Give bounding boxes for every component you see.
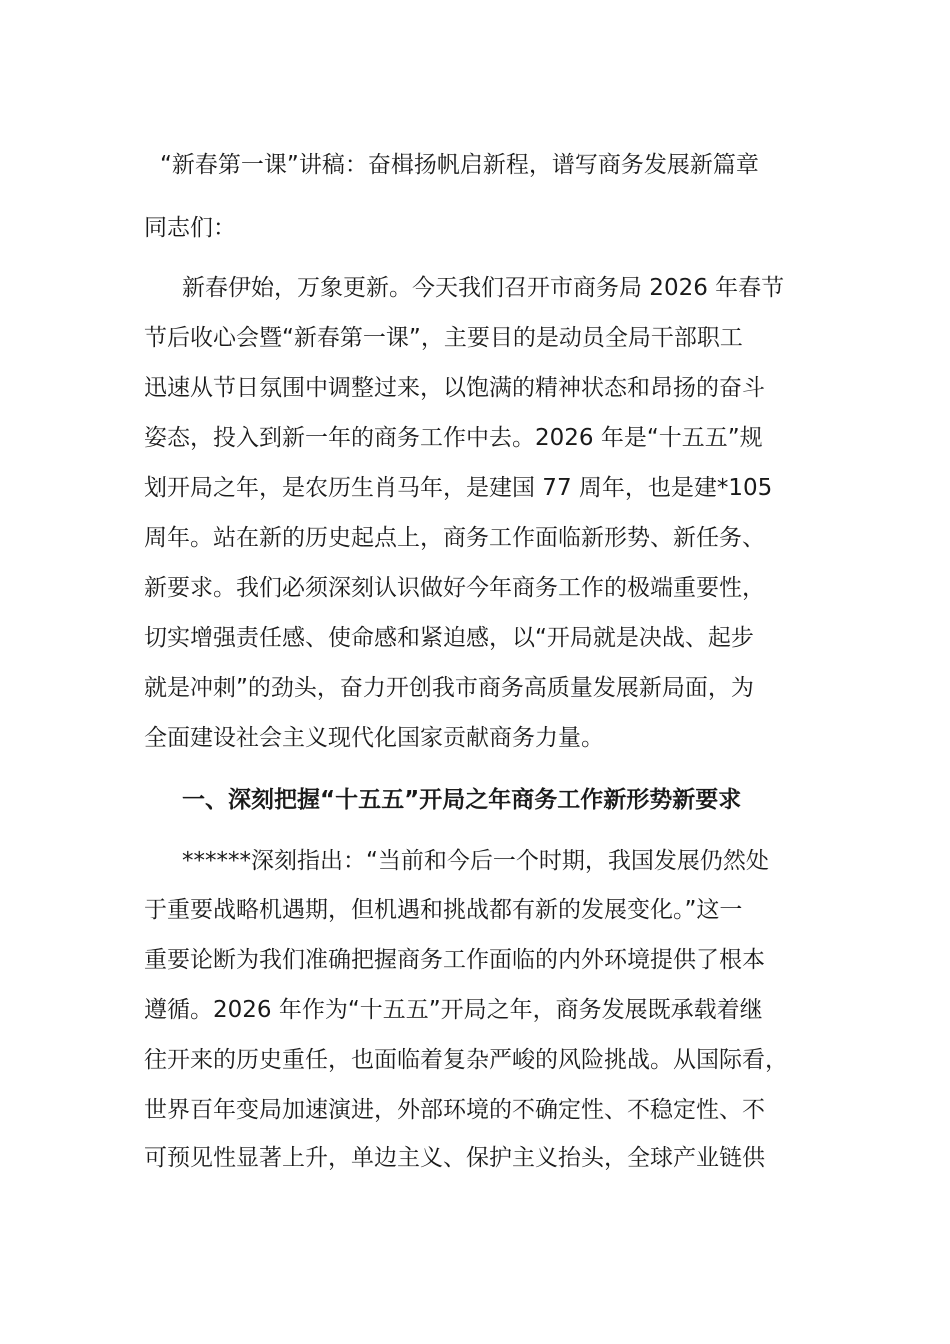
paragraph-1-line: 切实增强责任感、使命感和紧迫感，以“开局就是决战、起步 — [144, 625, 754, 651]
paragraph-2-line: 世界百年变局加速演进，外部环境的不确定性、不稳定性、不 — [144, 1097, 765, 1123]
paragraph-2-line: 重要论断为我们准确把握商务工作面临的内外环境提供了根本 — [144, 947, 765, 973]
paragraph-2-line: 往开来的历史重任，也面临着复杂严峻的风险挑战。从国际看， — [144, 1047, 788, 1073]
paragraph-1-line: 迅速从节日氛围中调整过来，以饱满的精神状态和昂扬的奋斗 — [144, 375, 765, 401]
paragraph-2-line: ******深刻指出：“当前和今后一个时期，我国发展仍然处 — [182, 848, 769, 874]
paragraph-1-line: 节后收心会暨“新春第一课”，主要目的是动员全局干部职工 — [144, 325, 743, 351]
salutation: 同志们： — [144, 215, 236, 241]
paragraph-2-line: 可预见性显著上升，单边主义、保护主义抬头，全球产业链供 — [144, 1145, 765, 1171]
section-1-heading: 一、深刻把握“十五五”开局之年商务工作新形势新要求 — [182, 787, 742, 813]
paragraph-1-line: 就是冲刺”的劲头，奋力开创我市商务高质量发展新局面，为 — [144, 675, 754, 701]
paragraph-1-line: 全面建设社会主义现代化国家贡献商务力量。 — [144, 725, 604, 751]
paragraph-1-line: 新春伊始，万象更新。今天我们召开市商务局 2026 年春节 — [182, 275, 785, 301]
document-title: “新春第一课”讲稿：奋楫扬帆启新程，谱写商务发展新篇章 — [160, 152, 759, 178]
paragraph-1-line: 姿态，投入到新一年的商务工作中去。2026 年是“十五五”规 — [144, 425, 763, 451]
paragraph-2-line: 于重要战略机遇期，但机遇和挑战都有新的发展变化。”这一 — [144, 897, 743, 923]
paragraph-2-line: 遵循。2026 年作为“十五五”开局之年，商务发展既承载着继 — [144, 997, 763, 1023]
paragraph-1-line: 周年。站在新的历史起点上，商务工作面临新形势、新任务、 — [144, 525, 765, 551]
paragraph-1-line: 划开局之年，是农历生肖马年，是建国 77 周年，也是建*105 — [144, 475, 773, 501]
paragraph-1-line: 新要求。我们必须深刻认识做好今年商务工作的极端重要性， — [144, 575, 765, 601]
